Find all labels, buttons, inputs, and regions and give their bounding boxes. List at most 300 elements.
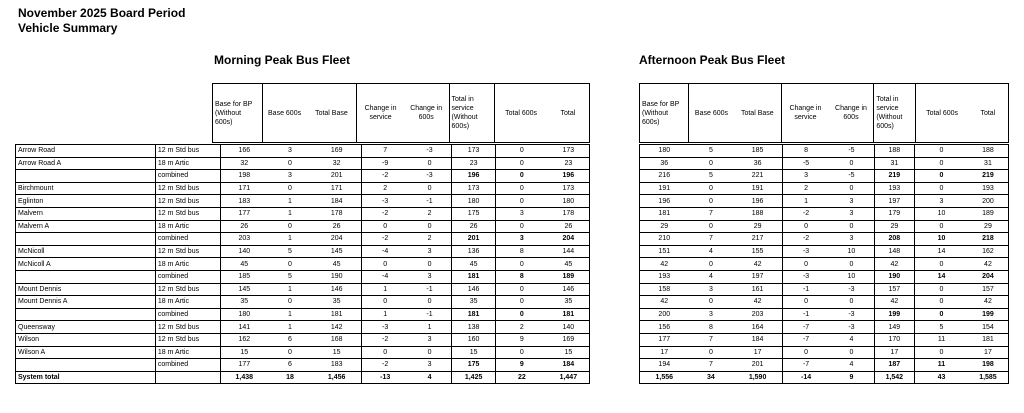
table-row — [16, 333, 590, 346]
afternoon-value-cell: 188 — [874, 145, 915, 158]
afternoon-value-cell: 162 — [968, 245, 1009, 258]
table-row — [16, 359, 590, 372]
morning-value-cell: 0 — [408, 296, 452, 309]
vehicle-type-cell: combined — [155, 308, 220, 321]
morning-value-cell: 204 — [312, 233, 362, 246]
morning-header-cell: Base 600s — [268, 109, 302, 117]
afternoon-value-cell: 3 — [689, 308, 734, 321]
morning-value-cell: 146 — [548, 283, 590, 296]
morning-value-cell: 0 — [496, 170, 548, 183]
afternoon-value-cell: 0 — [915, 283, 968, 296]
afternoon-value-cell: 9 — [829, 371, 874, 384]
afternoon-value-cell: 0 — [689, 346, 734, 359]
afternoon-value-cell: 185 — [733, 145, 782, 158]
garage-cell: Mount Dennis A — [16, 296, 156, 309]
morning-value-cell: 15 — [548, 346, 590, 359]
morning-value-cell: 1,456 — [312, 371, 362, 384]
morning-value-cell: 0 — [268, 258, 312, 271]
afternoon-value-cell: 43 — [915, 371, 968, 384]
morning-header-cell: Change in 600s — [404, 84, 449, 143]
morning-header-cell: Change in service — [364, 105, 397, 121]
afternoon-value-cell: 196 — [733, 195, 782, 208]
morning-value-cell: 180 — [220, 308, 268, 321]
vehicle-type-cell: combined — [155, 170, 220, 183]
morning-value-cell: 190 — [312, 270, 362, 283]
afternoon-value-cell: 197 — [874, 195, 915, 208]
afternoon-value-cell: 161 — [733, 283, 782, 296]
morning-value-cell: 1 — [268, 233, 312, 246]
afternoon-value-cell: -1 — [782, 283, 829, 296]
afternoon-value-cell: 204 — [968, 270, 1009, 283]
morning-value-cell: -3 — [362, 195, 408, 208]
garage-cell: McNicoll — [16, 245, 156, 258]
morning-value-cell: 180 — [452, 195, 496, 208]
morning-value-cell: 1 — [268, 308, 312, 321]
morning-value-cell: 1,425 — [452, 371, 496, 384]
table-row — [640, 245, 1009, 258]
afternoon-value-cell: 179 — [874, 207, 915, 220]
morning-value-cell: 178 — [548, 207, 590, 220]
afternoon-value-cell: 42 — [640, 258, 689, 271]
morning-value-cell: 183 — [220, 195, 268, 208]
morning-value-cell: 1 — [362, 308, 408, 321]
afternoon-value-cell: 193 — [640, 270, 689, 283]
afternoon-value-cell: 7 — [689, 359, 734, 372]
afternoon-value-cell: 7 — [689, 207, 734, 220]
table-row — [16, 195, 590, 208]
afternoon-value-cell: 1,590 — [733, 371, 782, 384]
afternoon-value-cell: 3 — [829, 207, 874, 220]
afternoon-value-cell: 29 — [733, 220, 782, 233]
afternoon-value-cell: 0 — [689, 182, 734, 195]
afternoon-value-cell: 200 — [968, 195, 1009, 208]
morning-value-cell: 1 — [268, 195, 312, 208]
afternoon-value-cell: 34 — [689, 371, 734, 384]
afternoon-value-cell: -7 — [782, 321, 829, 334]
garage-cell: Arrow Road — [16, 145, 156, 158]
garage-cell: Mount Dennis — [16, 283, 156, 296]
morning-value-cell: 166 — [220, 145, 268, 158]
vehicle-type-cell: combined — [155, 270, 220, 283]
table-row — [16, 220, 590, 233]
table-row — [640, 359, 1009, 372]
afternoon-value-cell: 0 — [829, 182, 874, 195]
morning-header-cell: Total Base — [307, 84, 357, 143]
morning-value-cell: 0 — [496, 157, 548, 170]
morning-value-cell: 181 — [452, 308, 496, 321]
garage-cell — [16, 359, 156, 372]
afternoon-value-cell: -3 — [829, 308, 874, 321]
afternoon-value-cell: 181 — [640, 207, 689, 220]
morning-value-cell: 146 — [452, 283, 496, 296]
afternoon-value-cell: 0 — [829, 220, 874, 233]
afternoon-value-cell: 0 — [689, 157, 734, 170]
morning-value-cell: 0 — [362, 220, 408, 233]
afternoon-value-cell: 4 — [689, 245, 734, 258]
morning-value-cell: 141 — [220, 321, 268, 334]
morning-value-cell: 2 — [408, 207, 452, 220]
afternoon-header-cell: Change in 600s — [829, 84, 874, 143]
morning-value-cell: 184 — [312, 195, 362, 208]
morning-value-cell: 18 — [268, 371, 312, 384]
table-row — [16, 308, 590, 321]
title-line-2: Vehicle Summary — [18, 21, 118, 35]
afternoon-header-cell: Total Base — [733, 84, 781, 143]
morning-value-cell: 1 — [408, 321, 452, 334]
afternoon-value-cell: 193 — [968, 182, 1009, 195]
morning-value-cell: 3 — [268, 170, 312, 183]
morning-value-cell: 3 — [408, 270, 452, 283]
morning-value-cell: 0 — [496, 145, 548, 158]
morning-value-cell: 2 — [362, 182, 408, 195]
morning-value-cell: 173 — [548, 145, 590, 158]
afternoon-value-cell: 3 — [829, 195, 874, 208]
afternoon-value-cell: 8 — [689, 321, 734, 334]
table-row — [16, 182, 590, 195]
afternoon-value-cell: 8 — [782, 145, 829, 158]
afternoon-value-cell: -3 — [782, 245, 829, 258]
afternoon-value-cell: 219 — [874, 170, 915, 183]
morning-value-cell: 45 — [548, 258, 590, 271]
morning-value-cell: 198 — [220, 170, 268, 183]
afternoon-value-cell: 155 — [733, 245, 782, 258]
afternoon-fleet-title: Afternoon Peak Bus Fleet — [639, 53, 786, 67]
vehicle-type-cell: 18 m Artic — [155, 296, 220, 309]
table-row — [640, 346, 1009, 359]
table-row — [640, 270, 1009, 283]
morning-value-cell: 0 — [496, 195, 548, 208]
vehicle-type-cell — [155, 371, 220, 384]
morning-value-cell: 196 — [452, 170, 496, 183]
table-row — [16, 371, 590, 384]
afternoon-value-cell: 191 — [640, 182, 689, 195]
morning-value-cell: 26 — [220, 220, 268, 233]
afternoon-value-cell: 42 — [733, 258, 782, 271]
morning-value-cell: 0 — [496, 308, 548, 321]
morning-value-cell: 173 — [452, 182, 496, 195]
afternoon-value-cell: 0 — [915, 346, 968, 359]
afternoon-value-cell: 4 — [829, 333, 874, 346]
morning-value-cell: 177 — [220, 359, 268, 372]
morning-value-cell: -1 — [408, 283, 452, 296]
vehicle-type-cell: combined — [155, 359, 220, 372]
afternoon-value-cell: 42 — [968, 296, 1009, 309]
garage-cell: Wilson — [16, 333, 156, 346]
table-row — [640, 145, 1009, 158]
morning-value-cell: 0 — [362, 258, 408, 271]
table-row — [640, 321, 1009, 334]
morning-value-cell: 3 — [408, 333, 452, 346]
vehicle-type-cell: 12 m Std bus — [155, 195, 220, 208]
afternoon-value-cell: 201 — [733, 359, 782, 372]
table-row — [16, 283, 590, 296]
afternoon-value-cell: 180 — [640, 145, 689, 158]
morning-value-cell: 1 — [268, 283, 312, 296]
morning-value-cell: -1 — [408, 195, 452, 208]
morning-value-cell: 35 — [312, 296, 362, 309]
morning-value-cell: 23 — [452, 157, 496, 170]
afternoon-header — [639, 83, 1009, 143]
garage-cell — [16, 308, 156, 321]
vehicle-type-cell: 12 m Std bus — [155, 333, 220, 346]
afternoon-header-cell: Base for BP (Without 600s) — [640, 84, 689, 143]
afternoon-value-cell: 4 — [829, 359, 874, 372]
afternoon-value-cell: 1 — [782, 195, 829, 208]
vehicle-type-cell: 18 m Artic — [155, 258, 220, 271]
table-row — [640, 258, 1009, 271]
morning-value-cell: 175 — [452, 207, 496, 220]
table-row — [640, 195, 1009, 208]
morning-value-cell: 1 — [362, 283, 408, 296]
vehicle-type-cell: combined — [155, 233, 220, 246]
morning-value-cell: 3 — [408, 359, 452, 372]
afternoon-value-cell: 216 — [640, 170, 689, 183]
afternoon-value-cell: 11 — [915, 359, 968, 372]
afternoon-value-cell: 187 — [874, 359, 915, 372]
afternoon-value-cell: 7 — [689, 333, 734, 346]
morning-value-cell: 26 — [452, 220, 496, 233]
afternoon-header-cell: Base 600s — [694, 109, 729, 117]
afternoon-value-cell: 208 — [874, 233, 915, 246]
vehicle-type-cell: 18 m Artic — [155, 220, 220, 233]
table-row — [16, 233, 590, 246]
afternoon-value-cell: 5 — [915, 321, 968, 334]
afternoon-value-cell: 157 — [968, 283, 1009, 296]
table-row — [640, 220, 1009, 233]
morning-value-cell: -2 — [362, 359, 408, 372]
morning-value-cell: 32 — [220, 157, 268, 170]
morning-value-cell: -3 — [362, 321, 408, 334]
morning-value-cell: -2 — [362, 207, 408, 220]
table-row — [640, 296, 1009, 309]
morning-value-cell: -4 — [362, 245, 408, 258]
afternoon-value-cell: 191 — [733, 182, 782, 195]
afternoon-value-cell: 36 — [640, 157, 689, 170]
afternoon-value-cell: 1,585 — [968, 371, 1009, 384]
table-row — [640, 283, 1009, 296]
afternoon-value-cell: 0 — [782, 346, 829, 359]
afternoon-value-cell: -7 — [782, 333, 829, 346]
morning-value-cell: 0 — [268, 220, 312, 233]
morning-header-cell: Base for BP (Without 600s) — [213, 84, 263, 143]
table-row — [640, 170, 1009, 183]
afternoon-value-cell: 0 — [689, 220, 734, 233]
table-row — [640, 157, 1009, 170]
morning-value-cell: 1 — [268, 207, 312, 220]
afternoon-value-cell: -2 — [782, 233, 829, 246]
morning-value-cell: -4 — [362, 270, 408, 283]
morning-value-cell: 175 — [452, 359, 496, 372]
morning-value-cell: 6 — [268, 333, 312, 346]
table-row — [16, 170, 590, 183]
afternoon-value-cell: 10 — [829, 245, 874, 258]
vehicle-type-cell: 12 m Std bus — [155, 182, 220, 195]
table-row — [16, 258, 590, 271]
afternoon-value-cell: -5 — [829, 170, 874, 183]
morning-value-cell: 136 — [452, 245, 496, 258]
morning-value-cell: 169 — [312, 145, 362, 158]
garage-cell: Arrow Road A — [16, 157, 156, 170]
morning-value-cell: 196 — [548, 170, 590, 183]
morning-value-cell: 0 — [408, 220, 452, 233]
afternoon-value-cell: 0 — [915, 182, 968, 195]
table-row — [16, 207, 590, 220]
afternoon-value-cell: 158 — [640, 283, 689, 296]
morning-value-cell: 140 — [220, 245, 268, 258]
afternoon-value-cell: 31 — [968, 157, 1009, 170]
afternoon-value-cell: 2 — [782, 182, 829, 195]
afternoon-value-cell: 3 — [689, 283, 734, 296]
morning-value-cell: 0 — [268, 346, 312, 359]
vehicle-type-cell: 18 m Artic — [155, 346, 220, 359]
afternoon-header-cell: Total — [980, 109, 996, 117]
vehicle-type-cell: 12 m Std bus — [155, 321, 220, 334]
morning-header-cell: Total — [560, 109, 576, 117]
garage-cell: Malvern — [16, 207, 156, 220]
morning-value-cell: -9 — [362, 157, 408, 170]
vehicle-type-cell: 12 m Std bus — [155, 145, 220, 158]
afternoon-value-cell: 0 — [829, 346, 874, 359]
afternoon-value-cell: 196 — [640, 195, 689, 208]
afternoon-value-cell: 164 — [733, 321, 782, 334]
afternoon-value-cell: 7 — [689, 233, 734, 246]
afternoon-value-cell: 197 — [733, 270, 782, 283]
morning-fleet-title: Morning Peak Bus Fleet — [214, 53, 351, 67]
morning-value-cell: -2 — [362, 233, 408, 246]
morning-value-cell: 145 — [312, 245, 362, 258]
morning-value-cell: 0 — [408, 157, 452, 170]
afternoon-value-cell: 0 — [782, 220, 829, 233]
morning-value-cell: 168 — [312, 333, 362, 346]
morning-value-cell: 0 — [496, 283, 548, 296]
table-row — [16, 321, 590, 334]
vehicle-type-cell: 12 m Std bus — [155, 283, 220, 296]
morning-value-cell: 142 — [312, 321, 362, 334]
morning-value-cell: 0 — [268, 182, 312, 195]
morning-value-cell: 169 — [548, 333, 590, 346]
morning-value-cell: -1 — [408, 308, 452, 321]
morning-value-cell: 8 — [496, 245, 548, 258]
afternoon-value-cell: 188 — [968, 145, 1009, 158]
morning-data-table — [15, 144, 590, 384]
afternoon-value-cell: 189 — [968, 207, 1009, 220]
morning-value-cell: 181 — [548, 308, 590, 321]
afternoon-value-cell: 10 — [915, 207, 968, 220]
afternoon-value-cell: 0 — [782, 296, 829, 309]
morning-value-cell: 15 — [452, 346, 496, 359]
afternoon-data-table — [639, 144, 1009, 384]
afternoon-value-cell: 184 — [733, 333, 782, 346]
afternoon-value-cell: 170 — [874, 333, 915, 346]
morning-value-cell: 8 — [496, 270, 548, 283]
morning-value-cell: 4 — [408, 371, 452, 384]
morning-value-cell: 45 — [312, 258, 362, 271]
garage-cell: Wilson A — [16, 346, 156, 359]
afternoon-value-cell: 29 — [968, 220, 1009, 233]
morning-value-cell: 7 — [362, 145, 408, 158]
garage-cell: Birchmount — [16, 182, 156, 195]
afternoon-value-cell: 0 — [829, 258, 874, 271]
morning-value-cell: 144 — [548, 245, 590, 258]
afternoon-value-cell: 29 — [874, 220, 915, 233]
table-row — [16, 346, 590, 359]
afternoon-value-cell: 218 — [968, 233, 1009, 246]
vehicle-type-cell: 18 m Artic — [155, 157, 220, 170]
afternoon-value-cell: -3 — [829, 283, 874, 296]
morning-value-cell: 0 — [362, 346, 408, 359]
afternoon-value-cell: -5 — [782, 157, 829, 170]
morning-value-cell: -13 — [362, 371, 408, 384]
garage-cell — [16, 270, 156, 283]
table-row — [16, 270, 590, 283]
afternoon-value-cell: 17 — [968, 346, 1009, 359]
afternoon-value-cell: -14 — [782, 371, 829, 384]
morning-value-cell: 160 — [452, 333, 496, 346]
afternoon-value-cell: 199 — [968, 308, 1009, 321]
afternoon-value-cell: 156 — [640, 321, 689, 334]
afternoon-value-cell: 157 — [874, 283, 915, 296]
morning-value-cell: 189 — [548, 270, 590, 283]
afternoon-value-cell: -1 — [782, 308, 829, 321]
morning-value-cell: 203 — [220, 233, 268, 246]
afternoon-value-cell: 177 — [640, 333, 689, 346]
morning-value-cell: 3 — [496, 207, 548, 220]
afternoon-value-cell: 5 — [689, 145, 734, 158]
morning-value-cell: 35 — [548, 296, 590, 309]
morning-header — [212, 83, 590, 143]
afternoon-value-cell: 0 — [915, 296, 968, 309]
afternoon-value-cell: 0 — [829, 296, 874, 309]
morning-value-cell: 32 — [312, 157, 362, 170]
morning-value-cell: 0 — [362, 296, 408, 309]
morning-value-cell: 3 — [408, 245, 452, 258]
morning-value-cell: 0 — [268, 296, 312, 309]
afternoon-value-cell: 42 — [733, 296, 782, 309]
afternoon-value-cell: 1,542 — [874, 371, 915, 384]
morning-header-cell: Total 600s — [505, 109, 538, 117]
afternoon-value-cell: 0 — [689, 296, 734, 309]
afternoon-value-cell: 193 — [874, 182, 915, 195]
morning-value-cell: 183 — [312, 359, 362, 372]
afternoon-value-cell: 0 — [915, 220, 968, 233]
morning-header-cell: Total in service (Without 600s) — [449, 84, 495, 143]
morning-value-cell: -3 — [408, 145, 452, 158]
afternoon-header-cell: Total 600s — [926, 109, 959, 117]
table-row — [16, 296, 590, 309]
afternoon-value-cell: -2 — [782, 207, 829, 220]
morning-value-cell: 181 — [452, 270, 496, 283]
morning-value-cell: 35 — [220, 296, 268, 309]
afternoon-value-cell: -7 — [782, 359, 829, 372]
morning-value-cell: 0 — [496, 258, 548, 271]
morning-value-cell: -3 — [408, 170, 452, 183]
afternoon-value-cell: 10 — [915, 233, 968, 246]
afternoon-value-cell: 14 — [915, 245, 968, 258]
morning-value-cell: 2 — [408, 233, 452, 246]
afternoon-value-cell: 219 — [968, 170, 1009, 183]
morning-value-cell: 171 — [312, 182, 362, 195]
afternoon-value-cell: 42 — [640, 296, 689, 309]
afternoon-value-cell: 0 — [782, 258, 829, 271]
morning-value-cell: 0 — [496, 296, 548, 309]
morning-value-cell: -2 — [362, 333, 408, 346]
afternoon-value-cell: 0 — [915, 145, 968, 158]
garage-cell: Malvern A — [16, 220, 156, 233]
morning-value-cell: 177 — [220, 207, 268, 220]
morning-value-cell: 3 — [496, 233, 548, 246]
afternoon-value-cell: -3 — [782, 270, 829, 283]
afternoon-value-cell: 3 — [782, 170, 829, 183]
